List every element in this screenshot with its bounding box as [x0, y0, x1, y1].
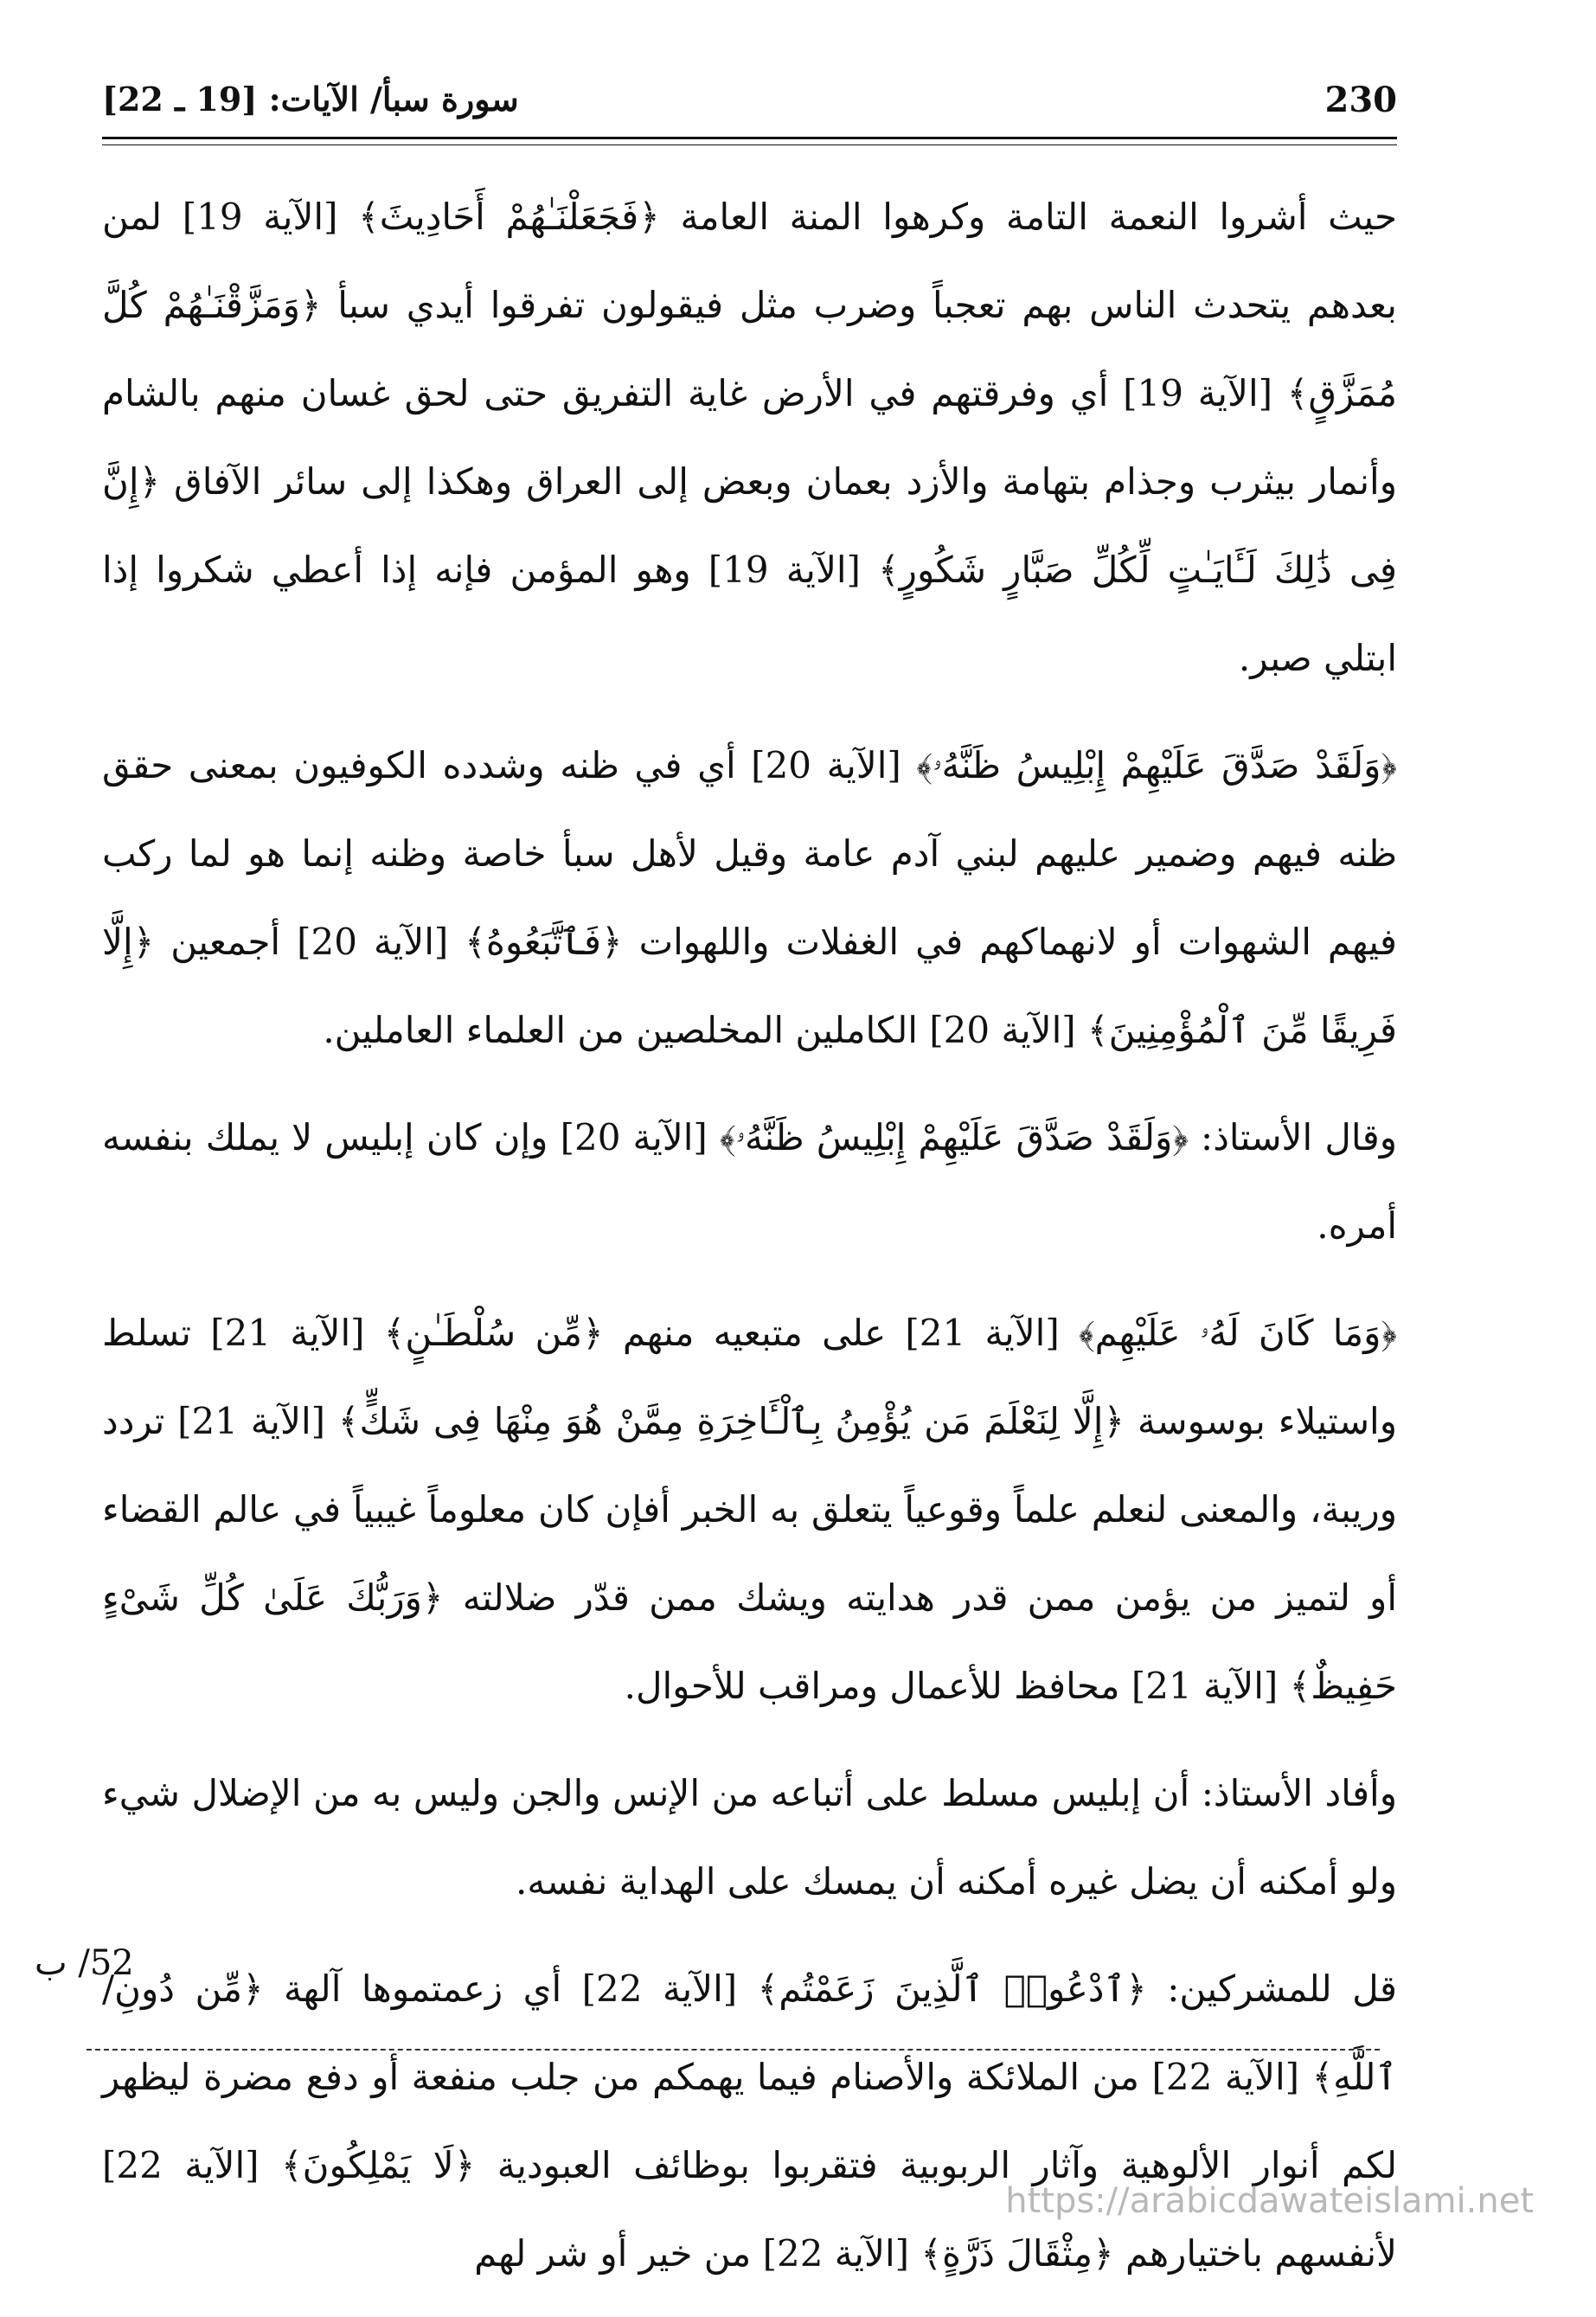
paragraph-3: [102, 1094, 1397, 1270]
header-divider: [102, 137, 1397, 145]
paragraph-1: [102, 173, 1397, 703]
paragraph-6: [102, 1945, 1397, 2298]
paragraph-text: حيث أشروا النعمة التامة وكرهوا المنة العامة ﴿فَجَعَلْنَـٰهُمْ أَحَادِيثَ﴾ [الآية 19] لمن بعدهم يتحدث الناس بهم تعجباً وضرب مثل فيقولون تفرقوا أيدي سبأ ﴿وَمَزَّقْنَـٰهُمْ كُلَّ مُمَزَّقٍ﴾ [الآية 19] أي وفرقتهم في الأرض غاية التفريق حتى لحق غسان منهم بالشام وأنمار بيثرب وجذام بتهامة والأزد بعمان وبعض إلى العراق وهكذا إلى سائر الآفاق ﴿إِنَّ فِى ذَٰلِكَ لَـَٔايَـٰتٍ لِّكُلِّ صَبَّارٍ شَكُورٍ﴾ [الآية 19] وهو المؤمن فإنه إذا أعطي شكروا إذا ابتلي صبر.: [102, 196, 1397, 679]
paragraph-2: [102, 722, 1397, 1075]
overline-mark: [87, 2049, 1380, 2051]
paragraph-4: [102, 1289, 1397, 1730]
page-header: [102, 80, 1397, 142]
source-watermark: https://arabicdawateislami.net: [1005, 2181, 1534, 2221]
paragraph-text: ﴿وَمَا كَانَ لَهُۥ عَلَيْهِم﴾ [الآية 21] على متبعيه منهم ﴿مِّن سُلْطَـٰنٍ﴾ [الآية 21] تسلط واستيلاء بوسوسة ﴿إِلَّا لِنَعْلَمَ مَن يُؤْمِنُ بِٱلْـَٔاخِرَةِ مِمَّنْ هُوَ مِنْهَا فِى شَكٍّ﴾ [الآية 21] تردد وريبة، والمعنى لنعلم علماً وقوعياً يتعلق به الخبر أفإن كان معلوماً غيبياً في عالم القضاء أو لتميز من يؤمن ممن قدر هدايته ويشك ممن قدّر ضلالته ﴿وَرَبُّكَ عَلَىٰ كُلِّ شَىْءٍ حَفِيظٌ﴾ [الآية 21] محافظ للأعمال ومراقب للأحوال.: [102, 1312, 1397, 1707]
paragraph-5: [102, 1749, 1397, 1926]
manuscript-folio-note: 52/ ب: [35, 1943, 134, 1983]
paragraph-text: وأفاد الأستاذ: أن إبليس مسلط على أتباعه من الإنس والجن وليس به من الإضلال شيء ولو أمكنه أن يضل غيره أمكنه أن يمسك على الهداية نفسه.: [102, 1772, 1398, 1903]
paragraph-text: قل للمشركين: ﴿ٱدْعُوا۟ ٱلَّذِينَ زَعَمْتُم﴾ [الآية 22] أي زعمتموها آلهة ﴿مِّن دُونِ/ ٱللَّهِ﴾ [الآية 22] من الملائكة والأصنام فيما يهمكم من جلب منفعة أو دفع مضرة ليظهر لكم أنوار الألوهية وآثار الربوبية فتقربوا بوظائف العبودية ﴿لَا يَمْلِكُونَ﴾ [الآية 22] لأنفسهم باختيارهم ﴿مِثْقَالَ ذَرَّةٍ﴾ [الآية 22] من خير أو شر لهم: [102, 1967, 1398, 2275]
page-body: [102, 173, 1397, 2317]
paragraph-text: وقال الأستاذ: ﴿وَلَقَدْ صَدَّقَ عَلَيْهِمْ إِبْلِيسُ ظَنَّهُۥ﴾ [الآية 20] وإن كان إبليس لا يملك بنفسه أمره.: [102, 1116, 1397, 1247]
running-title: سورة سبأ/ الآيات: [19 ـ 22]: [102, 80, 519, 119]
page-number: 230: [1324, 80, 1397, 120]
paragraph-text: ﴿وَلَقَدْ صَدَّقَ عَلَيْهِمْ إِبْلِيسُ ظَنَّهُۥ﴾ [الآية 20] أي في ظنه وشدده الكوفيون بمعنى حقق ظنه فيهم وضمير عليهم لبني آدم عامة وقيل لأهل سبأ خاصة وظنه إنما هو لما ركب فيهم الشهوات أو لانهماكهم في الغفلات واللهوات ﴿فَٱتَّبَعُوهُ﴾ [الآية 20] أجمعين ﴿إِلَّا فَرِيقًا مِّنَ ٱلْمُؤْمِنِينَ﴾ [الآية 20] الكاملين المخلصين من العلماء العاملين.: [102, 744, 1397, 1051]
